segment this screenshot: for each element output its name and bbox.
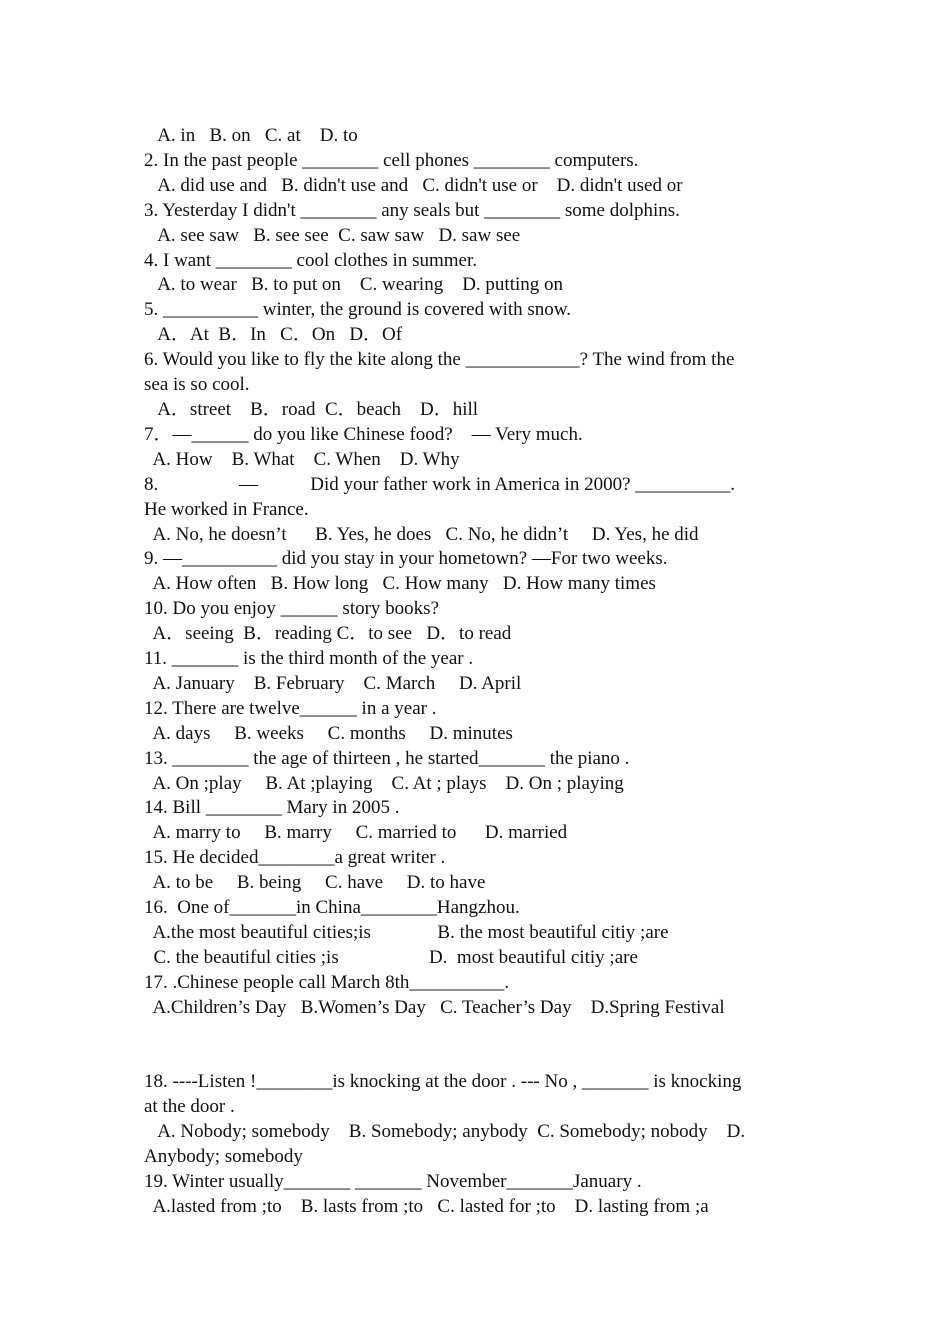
q4-stem: 4. I want ________ cool clothes in summer. xyxy=(144,249,477,271)
blank-gap xyxy=(144,1021,806,1071)
q6-options: A．street B．road C．beach D．hill xyxy=(144,398,479,420)
q12-stem: 12. There are twelve______ in a year . xyxy=(144,697,437,719)
q8-stem-line1: 8. — Did your father work in America in 2000? __________. xyxy=(144,473,736,495)
q18-options-line1: A. Nobody; somebody B. Somebody; anybody C. Somebody; nobody D. xyxy=(144,1121,746,1143)
q12-options: A. days B. weeks C. months D. minutes xyxy=(144,722,513,744)
q18-options-line2: Anybody; somebody xyxy=(144,1146,303,1168)
q3-stem: 3. Yesterday I didn't ________ any seals but ________ some dolphins. xyxy=(144,199,680,221)
worksheet-page xyxy=(144,124,806,1220)
q18-stem-line2: at the door . xyxy=(144,1096,235,1118)
q11-options: A. January B. February C. March D. April xyxy=(144,672,522,694)
q10-stem: 10. Do you enjoy ______ story books? xyxy=(144,598,440,620)
q15-options: A. to be B. being C. have D. to have xyxy=(144,872,486,894)
q8-options: A. No, he doesn’t B. Yes, he does C. No, he didn’t D. Yes, he did xyxy=(144,523,699,545)
q10-options: A．seeing B．reading C．to see D．to read xyxy=(144,623,512,645)
q9-stem: 9. —__________ did you stay in your hometown? —For two weeks. xyxy=(144,548,668,570)
q19-options: A.lasted from ;to B. lasts from ;to C. lasted for ;to D. lasting from ;a xyxy=(144,1195,709,1217)
q5-stem: 5. __________ winter, the ground is covered with snow. xyxy=(144,299,572,321)
q7-stem: 7．—______ do you like Chinese food? — Very much. xyxy=(144,423,583,445)
q6-stem-line2: sea is so cool. xyxy=(144,374,250,396)
q19-stem: 19. Winter usually_______ _______ November_______January . xyxy=(144,1171,642,1193)
q6-stem-line1: 6. Would you like to fly the kite along the ____________? The wind from the xyxy=(144,349,735,371)
q13-options: A. On ;play B. At ;playing C. At ; plays D. On ; playing xyxy=(144,772,624,794)
q16-stem: 16. One of_______in China________Hangzhou. xyxy=(144,897,520,919)
q7-options: A. How B. What C. When D. Why xyxy=(144,448,460,470)
q13-stem: 13. ________ the age of thirteen , he started_______ the piano . xyxy=(144,747,630,769)
q16-options-ab: A.the most beautiful cities;is B. the most beautiful citiy ;are xyxy=(144,922,669,943)
q8-stem-line2: He worked in France. xyxy=(144,498,309,520)
q17-stem: 17. .Chinese people call March 8th__________. xyxy=(144,971,510,993)
q14-stem: 14. Bill ________ Mary in 2005 . xyxy=(144,797,400,819)
q5-options: A．At B．In C．On D．Of xyxy=(144,324,403,346)
q3-options: A. see saw B. see see C. saw saw D. saw see xyxy=(144,224,521,246)
q9-options: A. How often B. How long C. How many D. How many times xyxy=(144,573,656,595)
q4-options: A. to wear B. to put on C. wearing D. putting on xyxy=(144,274,564,296)
q17-options: A.Children’s Day B.Women’s Day C. Teacher’s Day D.Spring Festival xyxy=(144,996,725,1018)
q11-stem: 11. _______ is the third month of the year . xyxy=(144,648,474,670)
q15-stem: 15. He decided________a great writer . xyxy=(144,847,446,869)
q2-options: A. did use and B. didn't use and C. didn't use or D. didn't used or xyxy=(144,174,683,196)
q14-options: A. marry to B. marry C. married to D. married xyxy=(144,822,568,844)
q18-stem-line1: 18. ----Listen !________is knocking at the door . --- No , _______ is knocking xyxy=(144,1071,742,1093)
q16-options-cd: C. the beautiful cities ;is D. most beautiful citiy ;are xyxy=(144,946,638,968)
q2-stem: 2. In the past people ________ cell phones ________ computers. xyxy=(144,149,639,171)
q1-options: A. in B. on C. at D. to xyxy=(144,125,358,146)
